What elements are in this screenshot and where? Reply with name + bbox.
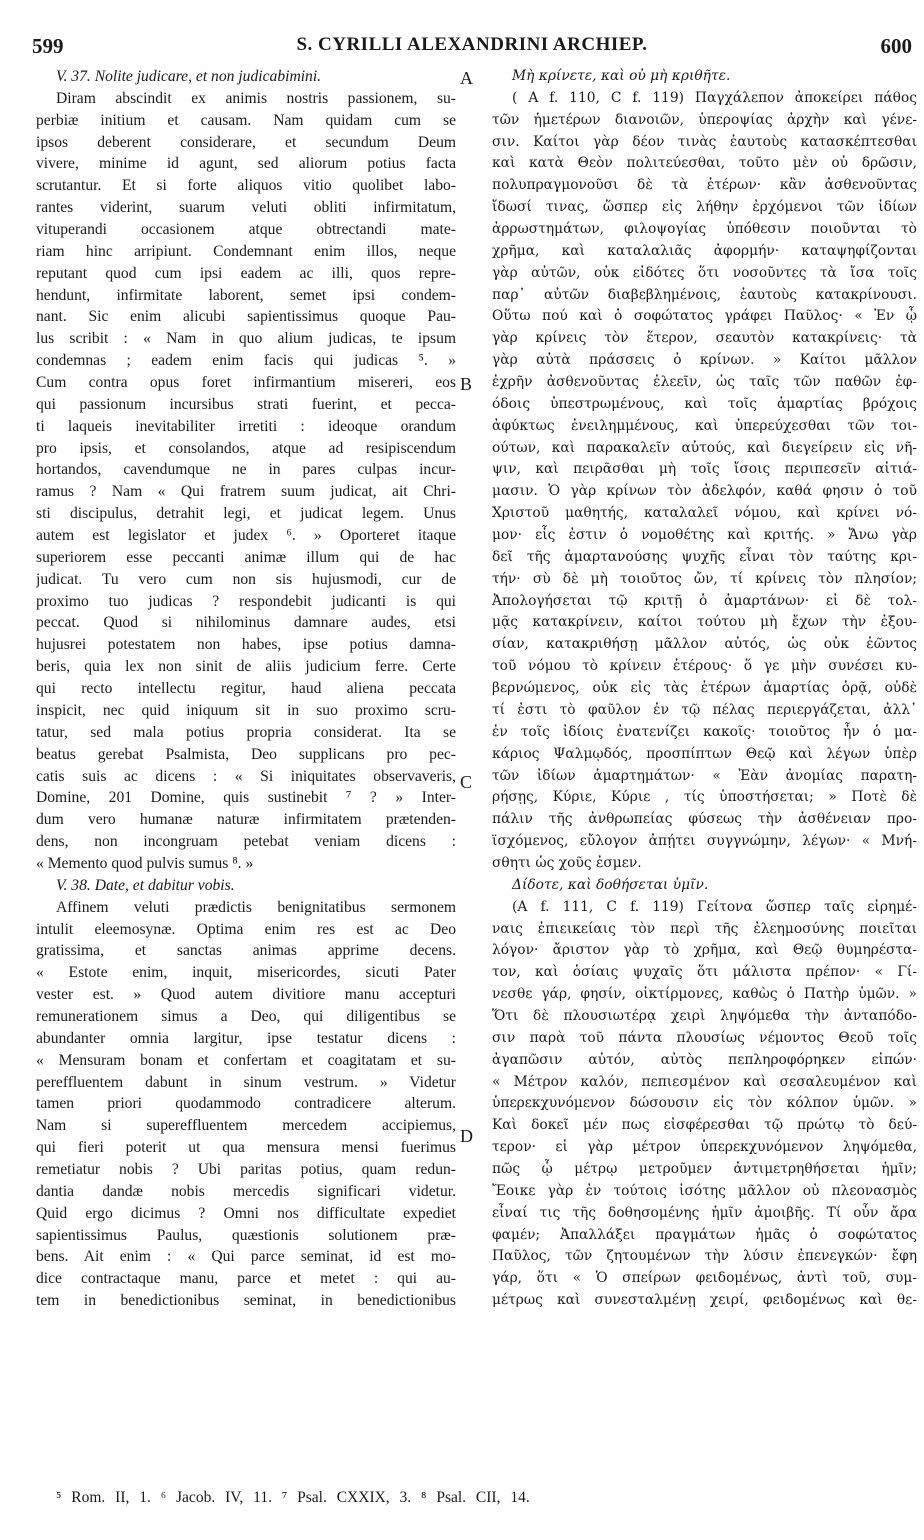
greek-line: εἶναί τις τῆς δοθησομένης ἡμῖν ἀμοιβῆς. Τί οὖν ἄρα: [492, 1204, 917, 1221]
latin-line: qui recto intellectu regitur, haud aliena peccata: [36, 680, 456, 698]
greek-line: γάρ, ὅτι « Ὁ σπείρων φειδομένως, ἀντὶ τοῦ, συμ-: [492, 1270, 917, 1287]
greek-line: μέτρως καὶ συνεσταλμένῃ χειρί, φειδομένως καὶ θε-: [492, 1292, 917, 1309]
latin-line: pereffluentem dabunt in sinum vestrum. » Videtur: [36, 1073, 456, 1091]
greek-line: βερνώμενος, οὐκ εἰς τὰς ἑτέρων ἁμαρτίας ὁρᾷ, οὐδὲ: [492, 680, 917, 697]
latin-line: beatus gerebat Psalmista, Deo supplicans pro pec-: [36, 745, 456, 763]
latin-line: tatur, sed mala potius propria considerat. Ita se: [36, 723, 456, 741]
greek-line: Ἀπολογήσεται τῷ κριτῇ ὁ ἁμαρτάνων· εἰ δὲ τολ-: [492, 592, 917, 609]
latin-line: perbiæ initium et causam. Nam quidam cum se: [36, 111, 456, 129]
greek-line: ναις ἐπιεικείαις τὸν περὶ τῆς ἐλεημοσύνης ποιεῖται: [492, 920, 917, 937]
greek-line: Παῦλος, τῶν ζητουμένων τὴν λύσιν ἐπενεγκών· ἔφη: [492, 1248, 917, 1265]
greek-line: νεσθε γάρ, φησίν, οἰκτίρμονες, καθὼς ὁ Πατὴρ ὑμῶν. »: [492, 986, 917, 1003]
greek-column: [492, 66, 917, 1312]
latin-line: Nam si supereffluentem mercedem accipiemus,: [36, 1117, 456, 1135]
latin-line: Cum contra opus foret infirmantium misereri, eos: [36, 374, 456, 392]
latin-line: intulit eleemosynæ. Optima enim res est ac Deo: [36, 920, 456, 938]
greek-line: ἀρρωστημάτων, φιλοψογίας ὑπόθεσιν ποιοῦνται τὸ: [492, 221, 917, 238]
latin-line: pro ipsis, et consolandos, atque ad resipiscendum: [36, 439, 456, 457]
greek-line: τήν· σὺ δὲ μὴ τοιοῦτος ὤν, τί κρίνεις τὸν πλησίον;: [492, 570, 917, 587]
greek-line: παρ᾽ αὐτῶν διαβεβλημένοις, ἑαυτοὺς κατακρίνουσι.: [492, 286, 917, 303]
latin-line: V. 37. Nolite judicare, et non judicabimini.: [56, 68, 322, 85]
greek-line: ἐχρῆν ἀσθενοῦντας ἐλεεῖν, ὡς ταῖς τῶν παθῶν ἐφ-: [492, 374, 917, 391]
greek-line: ἴδωσί τινας, ὥσπερ εἰς λήθην ἐρχόμενοι τῶν ἰδίων: [492, 199, 917, 216]
latin-line: ramus ? Nam « Qui fratrem suum judicat, ait Chri-: [36, 483, 456, 501]
latin-line: inspicit, nec quid iniquum sit in suo proximo scru-: [36, 701, 456, 719]
margin-marker-a: A: [460, 68, 473, 88]
latin-line: dice contractaque manu, parce et metet : qui au-: [36, 1270, 456, 1288]
greek-line: τον, καὶ ὁσίαις ψυχαῖς ὅτι μάλιστα πρέπον· « Γί-: [492, 964, 917, 981]
greek-line: « Μέτρον καλόν, πεπιεσμένον καὶ σεσαλευμένον καὶ: [492, 1073, 917, 1090]
page-number-right: 600: [880, 34, 912, 58]
greek-line: σιν παρὰ τοῦ πάντα πλουσίως νέμοντος Θεοῦ τοῖς: [492, 1029, 917, 1046]
greek-line: τοῦ νόμου τὸ κρίνειν ἑτέρους· ὅ γε μὴν συνέσει κυ-: [492, 658, 917, 675]
latin-line: gratissima, et sanctas animas apprime decens.: [36, 942, 456, 960]
latin-line: remunerationem simus a Deo, qui diligentibus se: [36, 1007, 456, 1025]
greek-line: τί ἐστι τὸ φαῦλον ἐν τῷ πέλας περιεργάζεται, ἀλλ᾽: [492, 701, 917, 718]
latin-line: Diram abscindit ex animis nostris passionem, su-: [56, 89, 456, 107]
latin-line: sti discipulus, detrahit legi, et judicat legem. Unus: [36, 505, 456, 523]
greek-line: καὶ κατὰ Θεὸν πολιτεύεσθαι, τοῦτο μὲν οὐ δρῶσιν,: [492, 155, 917, 172]
greek-line: πάλιν τῆς ἀνθρωπείας φύσεως τὴν ἀσθένειαν προ-: [492, 811, 917, 828]
latin-line: Affinem veluti prædictis benignitatibus sermonem: [56, 898, 456, 916]
greek-line: λόγον· ἄριστον γὰρ τὸ χρῆμα, καὶ Θεῷ θυμηρέστα-: [492, 942, 917, 959]
latin-line: lus scribit : « Nam in quo alium judicas, te ipsum: [36, 330, 456, 348]
greek-line: γὰρ αὐτὰ πράσσεις ὁ κρίνων. » Καίτοι μᾶλλον: [492, 352, 917, 369]
greek-line: ὑπερεκχυνόμενον δώσουσιν εἰς τὸν κόλπον ὑμῶν. »: [492, 1095, 917, 1112]
latin-line: Domine, 201 Domine, quis sustinebit ⁷ ? » Inter-: [36, 789, 456, 807]
greek-line: Ὅτι δὲ πλουσιωτέρᾳ χειρὶ ληψόμεθα τὴν ἀνταπόδο-: [492, 1007, 917, 1024]
latin-line: tem in benedictionibus seminat, in benedictionibus: [36, 1292, 456, 1310]
greek-line: Μὴ κρίνετε, καὶ οὐ μὴ κριθῆτε.: [512, 68, 731, 84]
greek-line: ψιν, καὶ πειρᾶσθαι μὴ τοῖς ἴσοις περιπεσεῖν αἰτιά-: [492, 461, 917, 478]
greek-line: ούτων, καὶ παρακαλεῖν αὐτούς, καὶ διεγείρειν εἰς νῆ-: [492, 439, 917, 456]
greek-line: ἀφύκτως ἐνειλημμένους, καὶ ὑπερεύχεσθαι τῶν τοι-: [492, 417, 917, 434]
latin-line: autem est legislator et judex ⁶. » Oporteret itaque: [36, 527, 456, 545]
latin-line: hendunt, infirmitate laborent, semet ipsi condem-: [36, 286, 456, 304]
greek-line: μᾷς κατακρίνειν, καίτοι τούτου μὴ ἔχων τὴν ἐξου-: [492, 614, 917, 631]
greek-line: ἀγαπῶσιν αὐτόν, αὐτὸς πεπληροφόρηκεν εἰπών·: [492, 1051, 917, 1068]
greek-line: ρήσῃς, Κύριε, Κύριε , τίς ὑποστήσεται; » Ποτὲ δὲ: [492, 789, 917, 806]
margin-marker-b: B: [460, 374, 473, 394]
greek-line: χρῆμα, καὶ καταλαλιᾶς ἀφορμήν· καταψηφίζονται: [492, 242, 917, 259]
latin-line: dens, non incongruam petebat veniam dicens :: [36, 833, 456, 851]
latin-column: [36, 66, 456, 1312]
margin-marker-d: D: [460, 1126, 473, 1146]
running-title: S. CYRILLI ALEXANDRINI ARCHIEP.: [296, 34, 648, 55]
greek-line: Χριστοῦ μαθητής, καταλαλεῖ νόμου, καὶ κρίνει νό-: [492, 505, 917, 522]
greek-line: Καὶ δοκεῖ μέν πως εἰσφέρεσθαι τῷ πρώτῳ τὸ δεύ-: [492, 1117, 917, 1134]
greek-line: δεῖ τῆς ἁμαρτανούσης ψυχῆς εἶναι τὸν ταύτης κρι-: [492, 548, 917, 565]
greek-line: Ἔοικε γὰρ ἐν τούτοις ἰσότης μᾶλλον οὐ πλεονασμὸς: [492, 1182, 917, 1199]
latin-line: « Mensuram bonam et confertam et coagitatam et su-: [36, 1051, 456, 1069]
latin-line: nant. Sic enim alicubi sapientissimus quoque Pau-: [36, 308, 456, 326]
greek-line: σιν. Καίτοι γὰρ δέον τινὰς ἑαυτοὺς κατασκέπτεσθαι: [492, 133, 917, 150]
greek-line: σθητι ὡς χοῦς ἐσμεν.: [492, 854, 642, 871]
page-header: [32, 32, 912, 62]
page-number-left: 599: [32, 34, 64, 58]
latin-line: remetiatur nobis ? Ubi paritas potius, quam redun-: [36, 1160, 456, 1178]
footnotes: ⁵ Rom. II, 1. ⁶ Jacob. IV, 11. ⁷ Psal. CXXIX, 3. ⁸ Psal. CII, 14.: [56, 1489, 530, 1506]
latin-line: qui passionum incursibus strati fuerint, et pecca-: [36, 395, 456, 413]
latin-line: catis suis ac dicens : « Si iniquitates observaveris,: [36, 767, 456, 785]
latin-line: sapientissimus Paulus, quæstionis solutionem præ-: [36, 1226, 456, 1244]
greek-line: σίαν, κατακριθήσῃ μᾶλλον αὐτός, ὡς οὐκ ἐῶντος: [492, 636, 917, 653]
latin-line: « Memento quod pulvis sumus ⁸. »: [36, 854, 254, 872]
greek-line: ϊσχόμενος, εὔλογον ἀπῄτει συγγνώμην, λέγων· « Μνή-: [492, 833, 917, 850]
margin-marker-c: C: [460, 772, 473, 792]
greek-line: τῶν ἡμετέρων διανοιῶν, ὑπεροψίας ἀρχὴν καὶ γένε-: [492, 111, 917, 128]
greek-line: ( A f. 110, C f. 119) Παγχάλεπον ἀποκείρει πάθος: [512, 89, 917, 106]
latin-line: beris, quia lex non sinit de aliis judicium ferre. Certe: [36, 658, 456, 676]
greek-line: κάριος Ψαλμῳδός, προσπίπτων Θεῷ καὶ λέγων ὑπὲρ: [492, 745, 917, 762]
latin-line: ti laqueis inevitabiliter irretiti : ideoque orandum: [36, 417, 456, 435]
greek-line: πῶς ᾧ μέτρῳ μετροῦμεν ἀντιμετρηθήσεται ἡμῖν;: [492, 1160, 917, 1177]
greek-line: Δίδοτε, καὶ δοθήσεται ὑμῖν.: [512, 876, 709, 893]
greek-line: γὰρ αὐτῶν, οὐκ εἰδότες ὅτι νοσοῦντες τὰ ἴσα τοῖς: [492, 264, 917, 281]
greek-line: (A f. 111, C f. 119) Γείτονα ὥσπερ ταῖς εἰρημέ-: [512, 898, 917, 915]
latin-line: dum vero humanæ naturæ infirmitatem prætenden-: [36, 811, 456, 829]
greek-line: γὰρ κρίνεις τὸν ἕτερον, σεαυτὸν κατακρίνεις· τὰ: [492, 330, 917, 347]
greek-line: μον· εἷς ἐστιν ὁ νομοθέτης καὶ κριτής. » Ἄνω γὰρ: [492, 527, 917, 544]
greek-line: Οὕτω πού καὶ ὁ σοφώτατος γράφει Παῦλος· « Ἐν ᾧ: [492, 308, 917, 325]
latin-line: bens. Ait enim : « Qui parce seminat, id est mo-: [36, 1248, 456, 1266]
greek-line: ἐν τοῖς ἰδίοις ἐνατενίζει κακοῖς· τοιοῦτος ἦν ὁ μα-: [492, 723, 917, 740]
latin-line: Quid ergo dicimus ? Omni nos difficultate expediet: [36, 1204, 456, 1222]
latin-line: abundanter omnia largitur, ipse testatur dicens :: [36, 1029, 456, 1047]
greek-line: όδοις ὑπεστρωμένους, καὶ τοῖς ἁμαρτίας βρόχοις: [492, 395, 917, 412]
latin-line: superiorem esse peccanti animæ illum qui de hac: [36, 548, 456, 566]
latin-line: proximo tuo judicas ? respondebit judicanti is qui: [36, 592, 456, 610]
greek-line: μασιν. Ὁ γὰρ κρίνων τὸν ἀδελφόν, καθά φησιν ὁ τοῦ: [492, 483, 917, 500]
latin-line: vester est. » Quod autem divitiore manu accepturi: [36, 986, 456, 1004]
latin-line: hujusrei potestatem non habes, ipse potius damna-: [36, 636, 456, 654]
latin-line: vituperandi occasionem atque obtrectandi mate-: [36, 221, 456, 239]
latin-line: reputant quod cum ipsi eadem ac illi, quos repre-: [36, 264, 456, 282]
latin-line: rantes viderint, suarum veluti obliti infirmitatum,: [36, 199, 456, 217]
latin-line: vivere, minime id agunt, sed aliorum potius facta: [36, 155, 456, 173]
latin-line: hortandos, cavendumque ne in pares culpas incur-: [36, 461, 456, 479]
latin-line: ipsos deberent considerare, et secundum Deum: [36, 133, 456, 151]
latin-line: riam hinc arripiunt. Condemnant enim illos, neque: [36, 242, 456, 260]
latin-line: qui fieri poterit ut qua mensura mensi fuerimus: [36, 1139, 456, 1157]
latin-line: judicat. Tu vero cum non sis hujusmodi, cur de: [36, 570, 456, 588]
greek-line: τερον· εἰ γὰρ μέτρον ὑπερεκχυνόμενον ληψόμεθα,: [492, 1139, 917, 1156]
latin-line: « Estote enim, inquit, misericordes, sicuti Pater: [36, 964, 456, 982]
greek-line: τῶν ἰδίων ἁμαρτημάτων· « Ἐὰν ἀνομίας παρατη-: [492, 767, 917, 784]
latin-line: tamen priori quodammodo contradicere alterum.: [36, 1095, 456, 1113]
latin-line: peccat. Quod si nihilominus damnare audes, etsi: [36, 614, 456, 632]
latin-line: dantia dandæ nobis mercedis significari videtur.: [36, 1182, 456, 1200]
greek-line: πολυπραγμονοῦσι δὲ τὰ ἑτέρων· κἂν ἀσθενοῦντας: [492, 177, 917, 194]
latin-line: condemnas ; eadem enim facis qui judicas ⁵. »: [36, 352, 456, 370]
latin-line: V. 38. Date, et dabitur vobis.: [56, 876, 235, 894]
latin-line: scrutantur. Et si forte aliquos vitio quolibet labo-: [36, 177, 456, 195]
greek-line: φαμέν; Ἀπαλλάξει πραγμάτων ἡμᾶς ὁ σοφώτατος: [492, 1226, 917, 1243]
